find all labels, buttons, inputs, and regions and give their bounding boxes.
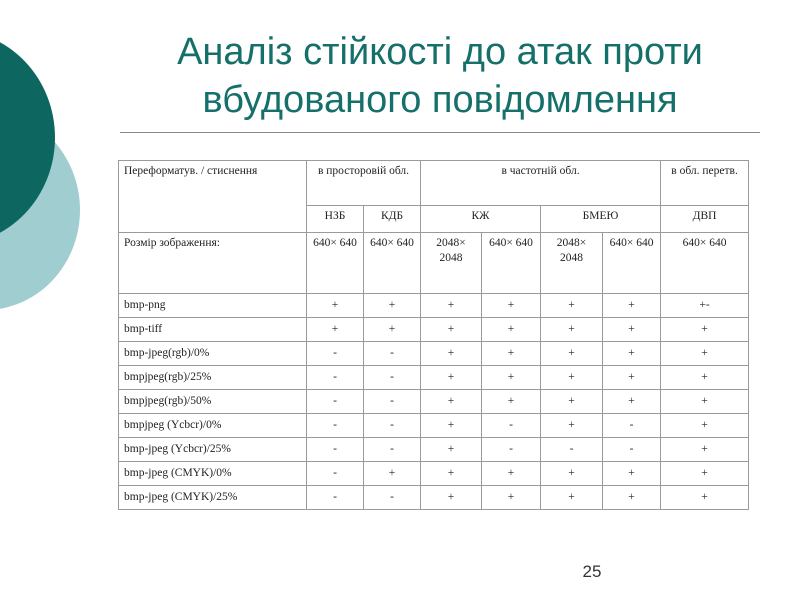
table-row	[119, 366, 749, 390]
result-cell: +	[603, 366, 661, 390]
header-corner-cell: Переформатув. / стиснення	[119, 161, 307, 233]
result-cell: +	[482, 366, 541, 390]
result-cell: +	[541, 366, 603, 390]
result-cell: +	[307, 318, 364, 342]
table-row	[119, 486, 749, 510]
image-size-row	[119, 233, 749, 294]
result-cell: +	[421, 294, 482, 318]
result-cell: +	[603, 294, 661, 318]
result-cell: -	[364, 342, 421, 366]
result-cell: +	[541, 390, 603, 414]
result-cell: +	[364, 318, 421, 342]
slide-title-line-2: вбудованого повідомлення	[202, 79, 678, 121]
result-cell: +	[661, 438, 749, 462]
result-cell: -	[482, 414, 541, 438]
result-cell: +	[603, 462, 661, 486]
result-cell: +	[603, 486, 661, 510]
result-cell: +	[541, 294, 603, 318]
header-spatial-domain: в просторовій обл.	[307, 161, 421, 206]
table-row	[119, 342, 749, 366]
method-dvp: ДВП	[661, 206, 749, 233]
result-cell: +	[661, 318, 749, 342]
image-size-cell: 2048× 2048	[541, 233, 603, 294]
image-size-cell: 640× 640	[307, 233, 364, 294]
result-cell: -	[307, 342, 364, 366]
result-cell: -	[364, 486, 421, 510]
result-cell: -	[307, 486, 364, 510]
result-cell: +	[661, 342, 749, 366]
result-cell: +	[603, 342, 661, 366]
result-cell: +	[421, 390, 482, 414]
table-row	[119, 414, 749, 438]
result-cell: -	[364, 414, 421, 438]
result-cell: +	[421, 342, 482, 366]
table-row	[119, 438, 749, 462]
result-cell: +	[661, 486, 749, 510]
result-cell: +	[421, 318, 482, 342]
header-row-domains	[119, 161, 749, 206]
result-cell: +	[364, 462, 421, 486]
row-label: bmpjpeg(rgb)/25%	[119, 366, 307, 390]
result-cell: +	[603, 318, 661, 342]
row-label: bmp-jpeg (Ycbcr)/25%	[119, 438, 307, 462]
result-cell: +	[661, 462, 749, 486]
table-row	[119, 318, 749, 342]
row-label: bmpjpeg (Ycbcr)/0%	[119, 414, 307, 438]
result-cell: +	[541, 462, 603, 486]
result-cell: +	[661, 366, 749, 390]
result-cell: -	[364, 366, 421, 390]
result-cell: -	[307, 438, 364, 462]
method-bmeyu: БМЕЮ	[541, 206, 661, 233]
result-cell: +	[541, 486, 603, 510]
header-transform-domain: в обл. перетв.	[661, 161, 749, 206]
result-cell: -	[307, 414, 364, 438]
result-cell: +	[482, 390, 541, 414]
header-frequency-domain: в частотній обл.	[421, 161, 661, 206]
image-size-cell: 2048× 2048	[421, 233, 482, 294]
result-cell: -	[603, 438, 661, 462]
slide-title-line-1: Аналіз стійкості до атак проти	[177, 31, 703, 73]
result-cell: +	[421, 438, 482, 462]
table-row	[119, 294, 749, 318]
image-size-cell: 640× 640	[482, 233, 541, 294]
result-cell: +	[364, 294, 421, 318]
page-number: 25	[582, 562, 602, 581]
method-kzh: КЖ	[421, 206, 541, 233]
image-size-cell: 640× 640	[364, 233, 421, 294]
result-cell: +	[661, 414, 749, 438]
image-size-label: Розмір зображення:	[119, 233, 307, 294]
result-cell: -	[307, 390, 364, 414]
result-cell: -	[307, 366, 364, 390]
result-cell: +	[482, 486, 541, 510]
result-cell: +	[541, 414, 603, 438]
result-cell: +	[421, 462, 482, 486]
image-size-cell: 640× 640	[603, 233, 661, 294]
row-label: bmpjpeg(rgb)/50%	[119, 390, 307, 414]
result-cell: +	[541, 318, 603, 342]
attack-resistance-table	[118, 160, 749, 510]
slide-title	[120, 28, 760, 124]
result-cell: +	[421, 486, 482, 510]
result-cell: -	[541, 438, 603, 462]
result-cell: +	[603, 390, 661, 414]
method-kdb: КДБ	[364, 206, 421, 233]
row-label: bmp-png	[119, 294, 307, 318]
method-nzb: НЗБ	[307, 206, 364, 233]
row-label: bmp-jpeg (CMYK)/0%	[119, 462, 307, 486]
result-cell: -	[364, 390, 421, 414]
table-row	[119, 462, 749, 486]
result-cell: +	[541, 342, 603, 366]
row-label: bmp-jpeg (CMYK)/25%	[119, 486, 307, 510]
result-cell: -	[482, 438, 541, 462]
decorative-circles	[0, 0, 100, 600]
result-cell: -	[364, 438, 421, 462]
row-label: bmp-jpeg(rgb)/0%	[119, 342, 307, 366]
result-cell: +	[421, 366, 482, 390]
row-label: bmp-tiff	[119, 318, 307, 342]
result-cell: +-	[661, 294, 749, 318]
title-divider	[120, 132, 760, 133]
table-row	[119, 390, 749, 414]
image-size-cell: 640× 640	[661, 233, 749, 294]
result-cell: +	[482, 294, 541, 318]
result-cell: +	[307, 294, 364, 318]
result-cell: +	[482, 318, 541, 342]
result-cell: +	[421, 414, 482, 438]
result-cell: -	[307, 462, 364, 486]
result-cell: +	[482, 342, 541, 366]
result-cell: -	[603, 414, 661, 438]
result-cell: +	[661, 390, 749, 414]
result-cell: +	[482, 462, 541, 486]
